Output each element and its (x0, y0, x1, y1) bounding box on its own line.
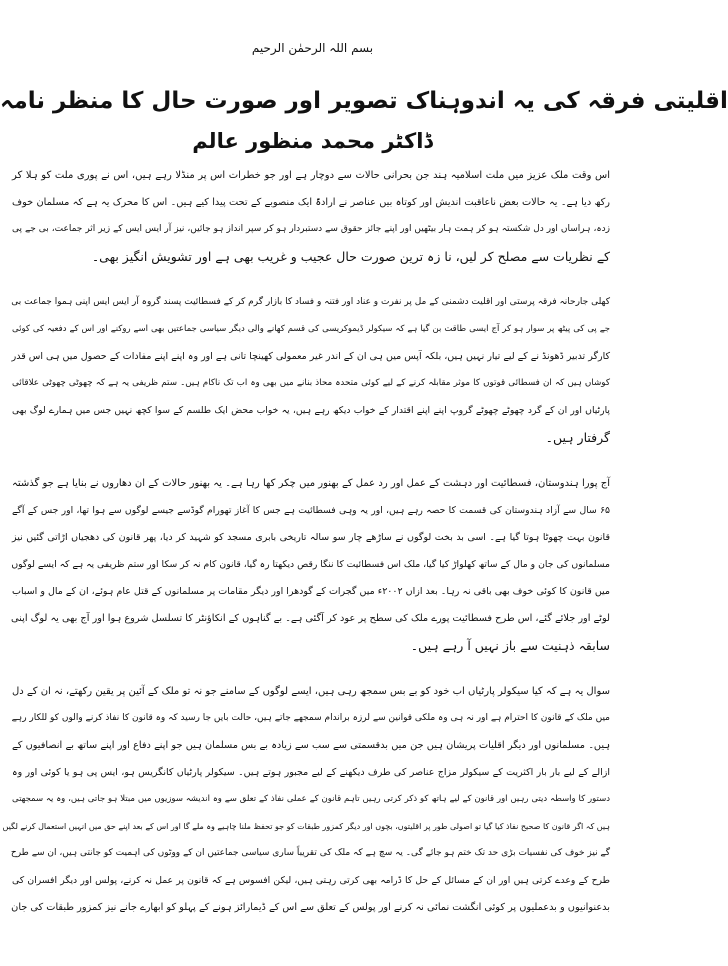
text-line: بدعنوانیوں و بدعملیوں پر کوئی انگشت نمائی نہ کرنے اور پولس کے تعلق سے اس کے ڈیمارائز ہونے کے پہلو کو ابھارے جانے نیز کمزور طبقات کی جان (11, 902, 610, 913)
text-line: کارگر تدبیر ڈھونڈ نے کے لیے تیار نہیں ہیں، بلکہ آپس میں ہی ان کے اندر غیر معمولی کھینچا تانی ہے اور وہ اپنے اپنے مفادات کے حصول میں ہی اس قدر (11, 351, 610, 362)
text-line: ہیں۔ مسلمانوں اور دیگر اقلیات پریشان ہیں جن میں بدقسمتی سے سب سے زیادہ بے بس مسلمان ہیں جو اپنے دفاع اور اپنے ساتھ بے انصافیوں کے (12, 740, 610, 751)
text-line: رکھ دیا ہے۔ یہ حالات بعض ناعاقبت اندیش اور کوتاہ بیں عناصر نے ارادۃً ایک منصوبے کے تحت پیدا کیے ہیں۔ اس کا محرک یہ ہے کہ مسلمان خوف (12, 197, 610, 208)
text-line: میں قانون کا کوئی خوف بھی باقی نہ رہا۔ بعد ازاں ۲۰۰۲ء میں گجرات کے گودھرا اور دیگر مقامات پر مسلمانوں کے قتل عام ہوئے، ان کے مال و اسباب (12, 586, 611, 597)
author-name: ڈاکٹر محمد منظور عالم (192, 129, 433, 153)
paragraph (12, 289, 610, 451)
paragraph-gap (12, 270, 610, 289)
text-line: پارٹیاں اور ان کے گرد چھوٹے چھوٹے گروپ اپنے اپنے اقتدار کے خواب دیکھ رہے ہیں، یہ خواب محض ایک طلسم کے سوا کچھ نہیں جس میں ہمارے لوگ بھی (12, 405, 610, 416)
text-line: دستور کا واسطہ دیتی رہیں اور قانون کے لیے ہاتھ کو ذکر کرتی رہیں تاہم قانون کے عملی نفاذ کے تعلق سے وہ اندیشہ سوزیوں میں مبتلا ہو جاتی ہیں، وہ یہ سمجھتی (12, 794, 610, 804)
bismillah-heading: بسم اللہ الرحمٰن الرحیم (251, 41, 374, 55)
paragraph (12, 162, 610, 270)
text-line: کے نظریات سے مصلح کر لیں، نا زہ ترین صورت حال عجیب و غریب بھی ہے اور تشویش انگیز بھی۔ (91, 249, 610, 264)
text-line: ازالے کے لیے بار بار اکثریت کے سیکولر مزاج عناصر کی طرف دیکھنے کے لیے مجبور ہوتے ہیں۔ سیکولر پارٹیاں کانگریس ہو، ایس پی ہو یا کوئی اور وہ (12, 767, 610, 778)
paragraph (12, 470, 610, 659)
text-line: زدہ، ہراساں اور دل شکستہ ہو کر ہمت ہار بیٹھیں اور اپنے جائز حقوق سے دستبردار ہو کر سپر انداز ہو جائیں، نیز آر ایس ایس کے زیر اثر جماعت، بی جے پی (12, 224, 610, 234)
article-title: اقلیتی فرقہ کی یہ اندوہناک تصویر اور صورت حال کا منظر نامہ (0, 88, 728, 114)
text-line: کوشاں ہیں کہ ان فسطائی قوتوں کا موثر مقابلہ کرنے کے لیے کوئی متحدہ محاذ بنانے میں بھی وہ اب تک ناکام ہیں۔ ستم ظریفی یہ ہے کہ چھوٹی چھوٹی علاقائی (12, 378, 610, 388)
text-line: کھلی جارحانہ فرقہ پرستی اور اقلیت دشمنی کے مل پر نفرت و عناد اور فتنہ و فساد کا بازار گرم کر کے فسطائیت پسند گروہ آر ایس ایس اپنی ہموا جماعت بی (11, 297, 610, 307)
text-line: میں ملک کے قانون کا احترام ہے اور نہ ہی وہ ملکی قوانین سے لرزہ براندام سمجھے جاتے ہیں، حالت بایں جا رسید کہ وہ قانون کا نفاذ کرنے والوں کو للکار رہے (11, 713, 610, 723)
article-body (2, 162, 611, 921)
text-line: لوٹے اور جلائے گئے، اس طرح فسطائیت پورے ملک کی سطح پر عود کر آگئی ہے۔ بے گناہوں کے انکاؤنٹر کا تسلسل شروع ہوا اور آج بھی یہ لوگ اپنی (11, 613, 610, 624)
paragraph-gap (12, 659, 610, 678)
text-line: گے نیز خوف کی نفسیات بڑی حد تک ختم ہو جائے گی۔ یہ سچ ہے کہ ملک کی تقریباً ساری سیاسی جماعتیں ان کے ووٹوں کی اہمیت کو جانتی ہیں، ان سے طرح (10, 848, 610, 858)
paragraph (2, 678, 610, 921)
text-line: قانون بہت چھوٹا ہوتا گیا ہے۔ اسی بد بخت لوگوں نے ساڑھے چار سو سالہ تاریخی بابری مسجد کو شہید کر دیا، پھر قانون کی دھجیاں اڑاتی گئیں نیز (12, 532, 610, 543)
text-line: ہیں کہ اگر قانون کا صحیح نفاذ کیا گیا تو اصولی طور پر اقلیتوں، بچوں اور دیگر کمزور طبقات کو جو تحفظ ملنا چاہیے وہ ملے گا اور اس کے بعد اپنے حق میں انہیں استعمال کرنے لگیں (2, 822, 610, 831)
text-line: طرح کے وعدے کرتی ہیں اور ان کے مسائل کے حل کا ڈرامہ بھی کرتی رہتی ہیں، لیکن افسوس ہے کہ قانون پر عمل نہ کرنے، پولس اور دیگر افسران کی (12, 875, 610, 886)
text-line: جے پی کی پیٹھ پر سوار ہو کر آج ایسی طاقت بن گیا ہے کہ سیکولر ڈیموکریسی کی قسم کھانے والی دیگر سیاسی جماعتیں بھی اسے روکنے اور اس کے دفعیہ کی کوئی (12, 324, 610, 334)
text-line: سابقہ ذہنیت سے باز نہیں آ رہے ہیں۔ (410, 638, 610, 653)
text-line: آج پورا ہندوستان، فسطائیت اور دہشت کے عمل اور رد عمل کے بھنور میں چکر کھا رہا ہے۔ یہ بھنور حالات کے ان دھاروں نے بنایا ہے جو گذشتہ (12, 478, 610, 489)
text-line: سوال یہ ہے کہ کیا سیکولر پارٹیاں اب خود کو بے بس سمجھ رہی ہیں، ایسے لوگوں کے سامنے جو نہ تو ملک کے آئین پر یقین رکھتے، نہ ان کے دل (12, 686, 610, 697)
text-line: گرفتار ہیں۔ (545, 430, 610, 445)
text-line: ۶۵ سال سے آزاد ہندوستان کی قسمت کا حصہ رہے ہیں، اور یہ وہی فسطائیت ہے جس کا آغاز تھورام گوڈسے جیسے لوگوں سے ہوا تھا، اور جس کے آگے (12, 505, 610, 516)
text-line: اس وقت ملک عزیز میں ملت اسلامیہ ہند جن بحرانی حالات سے دوچار ہے اور جو خطرات اس پر منڈلا رہے ہیں، اس نے پوری ملت کو ہلا کر (12, 170, 610, 181)
text-line: مسلمانوں کی جان و مال کے ساتھ کھلواڑ کیا گیا، ملک اس فسطائیت کا ننگا رقص دیکھتا رہ گیا، قانون کام نہ کر سکا اور ستم ظریفی یہ ہے کہ ایسے لوگوں (11, 559, 610, 570)
paragraph-gap (12, 451, 610, 470)
